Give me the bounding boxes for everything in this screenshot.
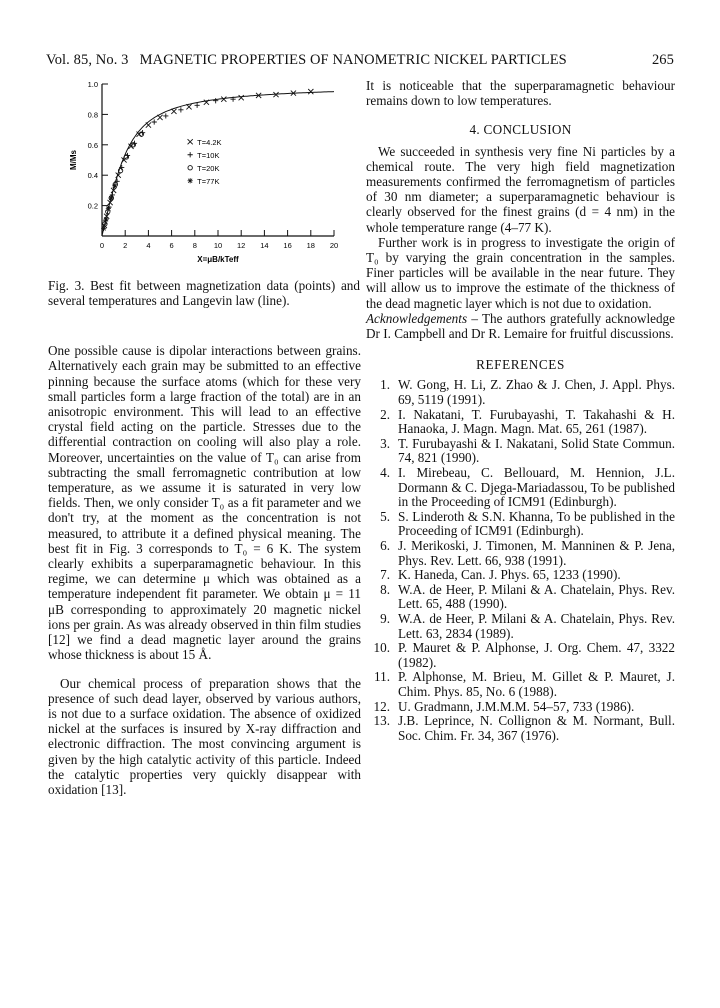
data-point xyxy=(103,217,108,222)
x-tick-label: 18 xyxy=(306,241,315,250)
reference-number: 13. xyxy=(373,713,390,729)
reference-item xyxy=(366,378,675,407)
x-tick-label: 2 xyxy=(123,241,128,250)
y-tick-label: 0.2 xyxy=(87,201,98,211)
data-point xyxy=(112,183,117,188)
data-point xyxy=(106,206,111,211)
reference-text: I. Mirebeau, C. Bellouard, M. Hennion, J.L. Dormann & C. Djega-Mariadassou, To be published in the Proceeding of ICM91 (Edinburgh). xyxy=(398,465,675,510)
data-point xyxy=(178,107,183,112)
reference-number: 10. xyxy=(373,640,390,656)
reference-item xyxy=(366,700,675,715)
right-column xyxy=(366,78,675,743)
y-tick-label: 0.6 xyxy=(87,140,98,150)
y-axis-label: M/Ms xyxy=(69,150,78,170)
body-paragraph: It is noticeable that the superparamagnetic behaviour remains down to low temperatures. xyxy=(366,78,675,109)
acknowledgements-label: Acknowledgements xyxy=(366,310,468,326)
data-point xyxy=(239,95,244,100)
y-tick-label: 0.4 xyxy=(87,171,98,181)
reference-item xyxy=(366,568,675,583)
x-tick-label: 10 xyxy=(213,241,223,250)
reference-text: T. Furubayashi & I. Nakatani, Solid State Commun. 74, 821 (1990). xyxy=(398,435,675,466)
reference-number: 11. xyxy=(374,669,390,685)
reference-number: 6. xyxy=(380,537,390,553)
data-point xyxy=(186,104,191,109)
legend-label: T=20K xyxy=(197,163,220,173)
figure-3-chart xyxy=(58,78,358,274)
x-tick-label: 16 xyxy=(283,241,292,250)
data-point xyxy=(308,89,313,94)
references-heading: REFERENCES xyxy=(476,357,565,373)
body-paragraph: One possible cause is dipolar interactions between grains. Alternatively each grain may be submitted to an effective pinning because the surface atoms (which for these very small particles form a large fraction of the total) are in an anisotropic environment. This will lead to an effective crystal field acting on the particle. Stresses due to the differential contraction on cooling will also play a role. Moreover, uncertainties on the value of T₀ can arise from subtracting the small ferromagnetic contribution at low temperature, as we assume it is saturated in very low fields. Then, we only consider T₀ as a fit parameter and we don't try, at the moment as the concentration is not measured, to attribute it a defined physical meaning. The best fit in Fig. 3 corresponds to T₀ = 6 K. The system clearly exhibits a superparamagnetic behaviour. In this regime, we can determine μ which was obtained as a temperature independent fit parameter. We obtain μ = 11 μB corresponding to approximately 20 magnetic nickel ions per grain. As was already observed in thin film studies [12] we find a dead magnetic layer around the grains whose thickness is about 15 Å. xyxy=(48,343,361,663)
data-point xyxy=(195,103,200,108)
x-axis-label: X=μB/kTeff xyxy=(197,255,239,264)
data-point xyxy=(171,109,176,114)
y-tick-label: 1.0 xyxy=(87,80,98,89)
reference-text: P. Alphonse, M. Brieu, M. Gillet & P. Mauret, J. Chim. Phys. 85, No. 6 (1988). xyxy=(398,669,675,699)
reference-text: W.A. de Heer, P. Milani & A. Chatelain, Phys. Rev. Lett. 63, 2834 (1989). xyxy=(398,610,675,641)
reference-number: 8. xyxy=(380,581,390,597)
reference-item xyxy=(366,612,675,641)
legend-marker xyxy=(188,178,193,183)
x-tick-label: 0 xyxy=(99,241,105,250)
reference-item xyxy=(366,583,675,612)
data-point xyxy=(163,113,168,118)
reference-item xyxy=(366,510,675,539)
reference-item xyxy=(366,539,675,568)
data-point xyxy=(157,115,162,120)
body-paragraph: Further work is in progress to investigate the origin of T₀ by varying the grain concentration in the samples. Finer particles will be available in the near future. They will allow us to improve the estimate of the thickness of the dead magnetic layer which is not due to oxidation. xyxy=(366,234,675,311)
legend-label: T=77K xyxy=(197,176,220,186)
figure-caption: Fig. 3. Best fit between magnetization data (points) and several temperatures and Langevin law (line). xyxy=(48,278,360,308)
reference-text: I. Nakatani, T. Furubayashi, T. Takahashi & H. Hanaoka, J. Magn. Magn. Mat. 65, 261 (1987). xyxy=(398,406,675,437)
reference-item xyxy=(366,714,675,743)
left-column xyxy=(48,330,361,810)
page-number: 265 xyxy=(651,52,674,68)
reference-text: P. Mauret & P. Alphonse, J. Org. Chem. 47, 3322 (1982). xyxy=(398,640,675,670)
data-point xyxy=(221,97,226,102)
reference-item xyxy=(366,408,675,437)
legend-marker xyxy=(188,166,192,170)
reference-item xyxy=(366,670,675,699)
reference-number: 2. xyxy=(380,406,390,422)
running-header xyxy=(46,52,674,70)
reference-text: J. Merikoski, J. Timonen, M. Manninen & P. Jena, Phys. Rev. Lett. 66, 938 (1991). xyxy=(398,537,675,568)
body-paragraph: Our chemical process of preparation shows that the presence of such dead layer, observed by various authors, is not due to a surface oxidation. The absence of oxidized nickel at the surfaces is insured by X-ray diffraction and electronic diffraction. The most convincing argument is given by the high catalytic activity of this particle. Indeed the catalytic properties very quickly disappear with oxidation [13]. xyxy=(48,675,361,798)
reference-number: 12. xyxy=(373,698,390,714)
section-heading-conclusion: 4. CONCLUSION xyxy=(469,122,572,138)
acknowledgements xyxy=(366,311,675,341)
reference-text: J.B. Leprince, N. Collignon & M. Normant, Bull. Soc. Chim. Fr. 34, 367 (1976). xyxy=(398,713,675,743)
x-tick-label: 20 xyxy=(329,241,339,250)
reference-item xyxy=(366,466,675,510)
acknowledgements-text: – The authors gratefully acknowledge Dr I. Campbell and Dr R. Lemaire for fruitful discussions. xyxy=(366,310,675,342)
x-tick-label: 14 xyxy=(260,241,269,250)
reference-number: 4. xyxy=(380,465,390,481)
reference-number: 1. xyxy=(380,377,390,393)
reference-text: K. Haneda, Can. J. Phys. 65, 1233 (1990). xyxy=(398,567,621,583)
data-point xyxy=(109,195,114,200)
x-tick-label: 12 xyxy=(237,241,246,250)
x-tick-label: 6 xyxy=(169,241,174,250)
reference-item xyxy=(366,641,675,670)
legend-label: T=10K xyxy=(197,150,220,160)
y-tick-label: 0.8 xyxy=(87,110,98,120)
x-tick-label: 4 xyxy=(146,241,151,250)
reference-number: 5. xyxy=(380,508,390,524)
data-point xyxy=(152,119,157,124)
data-point xyxy=(101,226,106,231)
reference-text: W.A. de Heer, P. Milani & A. Chatelain, Phys. Rev. Lett. 65, 488 (1990). xyxy=(398,581,675,612)
legend-label: T=4.2K xyxy=(197,137,222,147)
journal-header: Vol. 85, No. 3 MAGNETIC PROPERTIES OF NANOMETRIC NICKEL PARTICLES xyxy=(46,52,567,68)
reference-item xyxy=(366,437,675,466)
reference-text: S. Linderoth & S.N. Khanna, To be published in the Proceeding of ICM91 (Edinburgh). xyxy=(398,508,675,539)
reference-number: 7. xyxy=(380,567,390,583)
reference-text: W. Gong, H. Li, Z. Zhao & J. Chen, J. Appl. Phys. 69, 5119 (1991). xyxy=(398,377,675,408)
reference-number: 3. xyxy=(380,435,390,451)
legend-marker xyxy=(188,139,193,144)
legend-marker xyxy=(188,152,193,157)
body-paragraph: We succeeded in synthesis very fine Ni particles by a chemical route. The very high field magnetization measurements confirmed the ferromagnetism of particles of 30 nm diameter; a superparamagnetic behaviour is clearly observed for the finest grains (d = 4 nm) in the whole temperature range (4–77 K). xyxy=(366,143,675,235)
reference-list xyxy=(366,378,675,743)
data-point xyxy=(146,122,151,127)
reference-number: 9. xyxy=(380,610,390,626)
x-tick-label: 8 xyxy=(192,241,197,250)
reference-text: U. Gradmann, J.M.M.M. 54–57, 733 (1986). xyxy=(398,698,635,714)
